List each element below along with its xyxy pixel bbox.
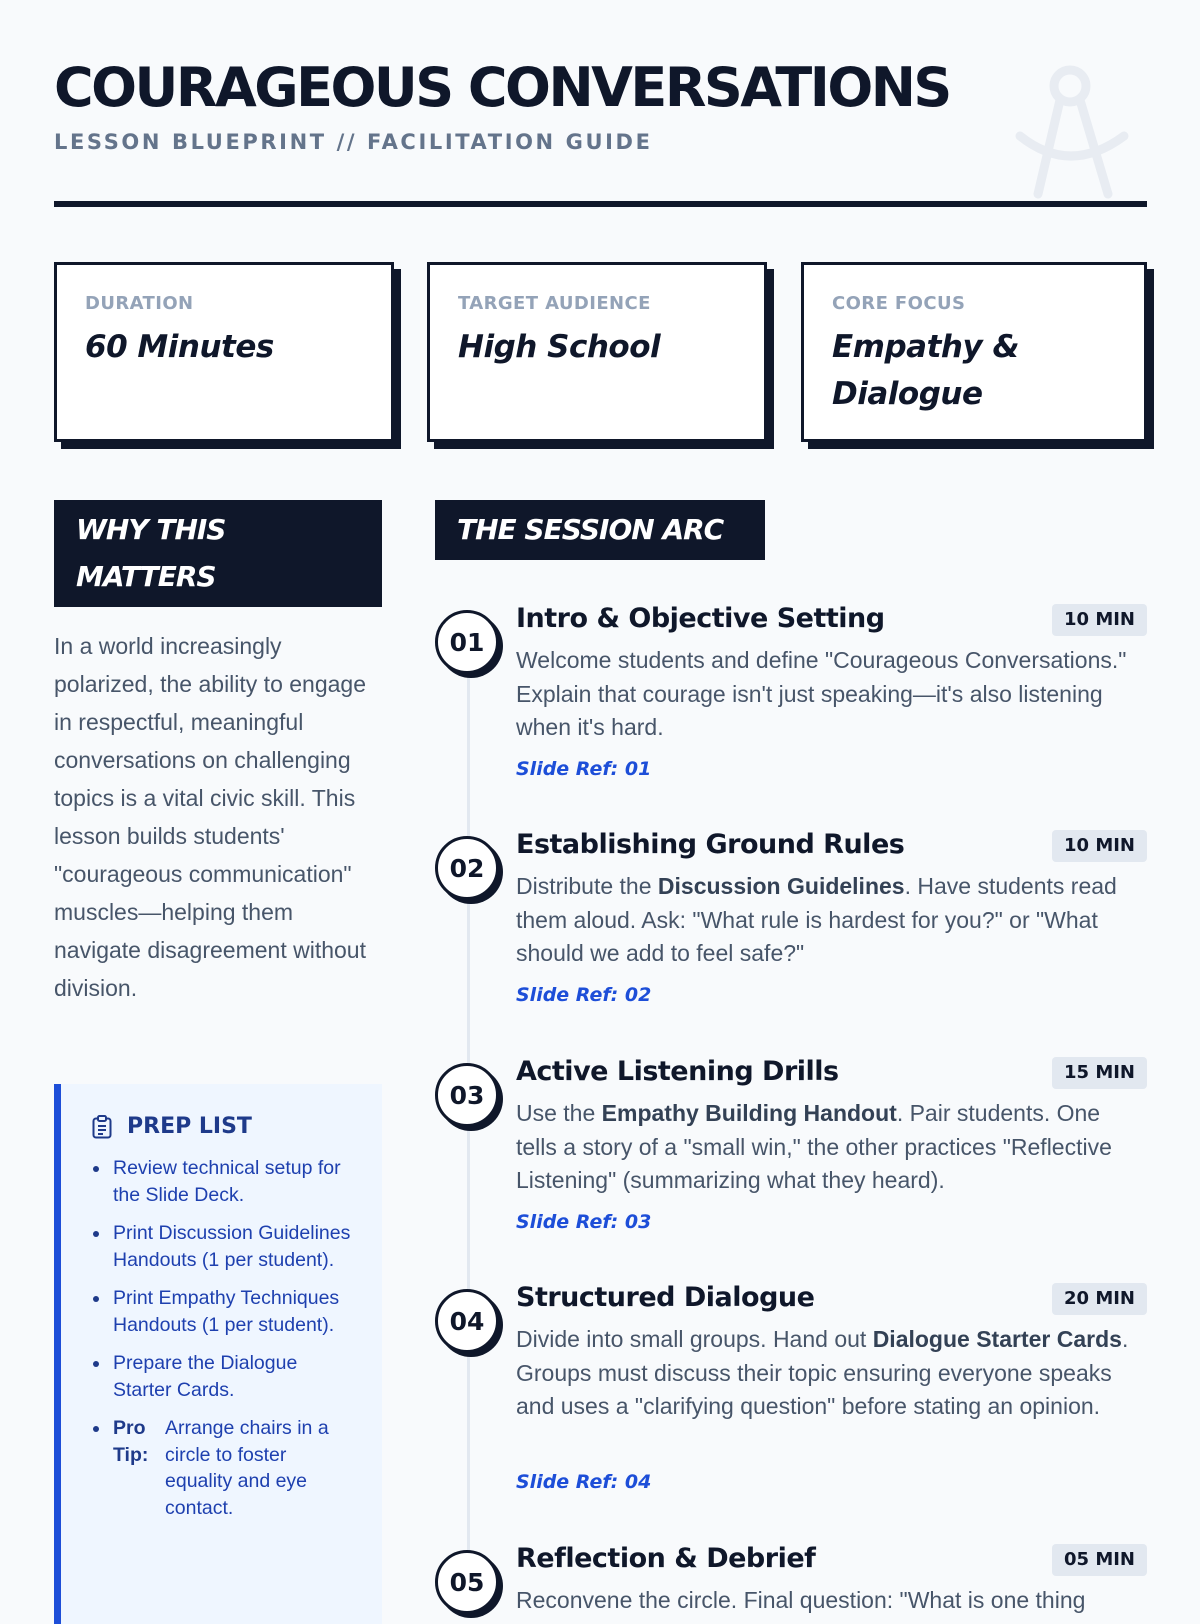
step-title: Intro & Objective Setting [516,603,885,634]
card-label: TARGET AUDIENCE [458,293,651,314]
step-description [516,644,1146,745]
duration-card [54,262,394,442]
duration-badge: 15 MIN [1052,1057,1147,1089]
prep-header [91,1114,358,1139]
card-value: Empathy & Dialogue [832,329,1020,412]
slide-ref: Slide Ref: 03 [516,1211,652,1233]
duration-badge: 05 MIN [1052,1544,1147,1576]
list-item: Prepare the Dialogue Starter Cards. [91,1350,358,1403]
step-description [516,1097,1146,1198]
slide-ref: Slide Ref: 01 [516,758,652,780]
list-item: Print Discussion Guidelines Handouts (1 per student). [91,1220,358,1273]
list-item: Review technical setup for the Slide Deck. [91,1155,358,1208]
description-text: Distribute the [516,873,658,899]
why-heading: WHY THIS MATTERS [54,500,382,607]
step-title: Establishing Ground Rules [516,829,905,860]
duration-badge: 10 MIN [1052,604,1147,636]
step-title: Structured Dialogue [516,1282,815,1313]
step-number: 05 [435,1550,499,1614]
highlighted-resource: Empathy Building Handout [601,1100,897,1126]
duration-badge: 20 MIN [1052,1283,1147,1315]
compass-icon [998,64,1148,204]
card-label: DURATION [85,293,194,314]
description-text: Welcome students and define "Courageous Conversations." Explain that courage isn't just speaking—it's also listening when it's hard. [516,647,1127,740]
highlighted-resource: Dialogue Starter Cards [872,1326,1122,1352]
step-description [516,870,1146,971]
description-text: Reconvene the circle. Final question: "What is one thing [516,1587,1086,1613]
step-number: 02 [435,836,499,900]
step-description [516,1323,1146,1424]
duration-badge: 10 MIN [1052,830,1147,862]
step-number: 03 [435,1063,499,1127]
step-title: Active Listening Drills [516,1056,839,1087]
slide-ref: Slide Ref: 02 [516,984,652,1006]
audience-card [427,262,767,442]
highlighted-resource: Discussion Guidelines [657,873,905,899]
header-divider [54,201,1147,207]
description-text: Divide into small groups. Hand out [516,1326,873,1352]
page-title: COURAGEOUS CONVERSATIONS [54,56,950,119]
description-text: Use the [516,1100,602,1126]
pro-tip-text: Arrange chairs in a circle to foster equality and eye contact. [165,1417,329,1519]
description-text: . Pair students. One tells a story of a "small win," the other practices "Reflective Listening" (summarizing what they heard). [516,1100,1112,1193]
step-number: 01 [435,610,499,674]
lesson-page [54,0,1147,1613]
prep-list [54,1084,382,1624]
step-title: Reflection & Debrief [516,1543,816,1574]
page-subtitle: LESSON BLUEPRINT // FACILITATION GUIDE [54,130,653,154]
prep-items [91,1155,358,1521]
description-text: . Have students read them aloud. Ask: "What rule is hardest for you?" or "What should we add to feel safe?" [516,873,1117,966]
step-description [516,1584,1146,1618]
pro-tip [91,1415,358,1521]
step-number: 04 [435,1289,499,1353]
card-value: 60 Minutes [85,329,274,365]
card-label: CORE FOCUS [832,293,966,314]
focus-card [801,262,1147,442]
pro-tip-label: Pro Tip: [113,1417,149,1466]
clipboard-icon [91,1115,113,1139]
list-item: Print Empathy Techniques Handouts (1 per student). [91,1285,358,1338]
prep-title: PREP LIST [127,1114,252,1139]
card-value: High School [458,329,661,365]
arc-heading: THE SESSION ARC [435,500,765,560]
why-text: In a world increasingly polarized, the ability to engage in respectful, meaningful conversations on challenging topics is a vital civic skill. This lesson builds students' "courageous communication" muscles—helping them navigate disagreement without division. [54,633,366,1001]
description-text: . Groups must discuss their topic ensuring everyone speaks and uses a "clarifying question" before stating an opinion. [516,1326,1129,1419]
slide-ref: Slide Ref: 04 [516,1471,652,1493]
